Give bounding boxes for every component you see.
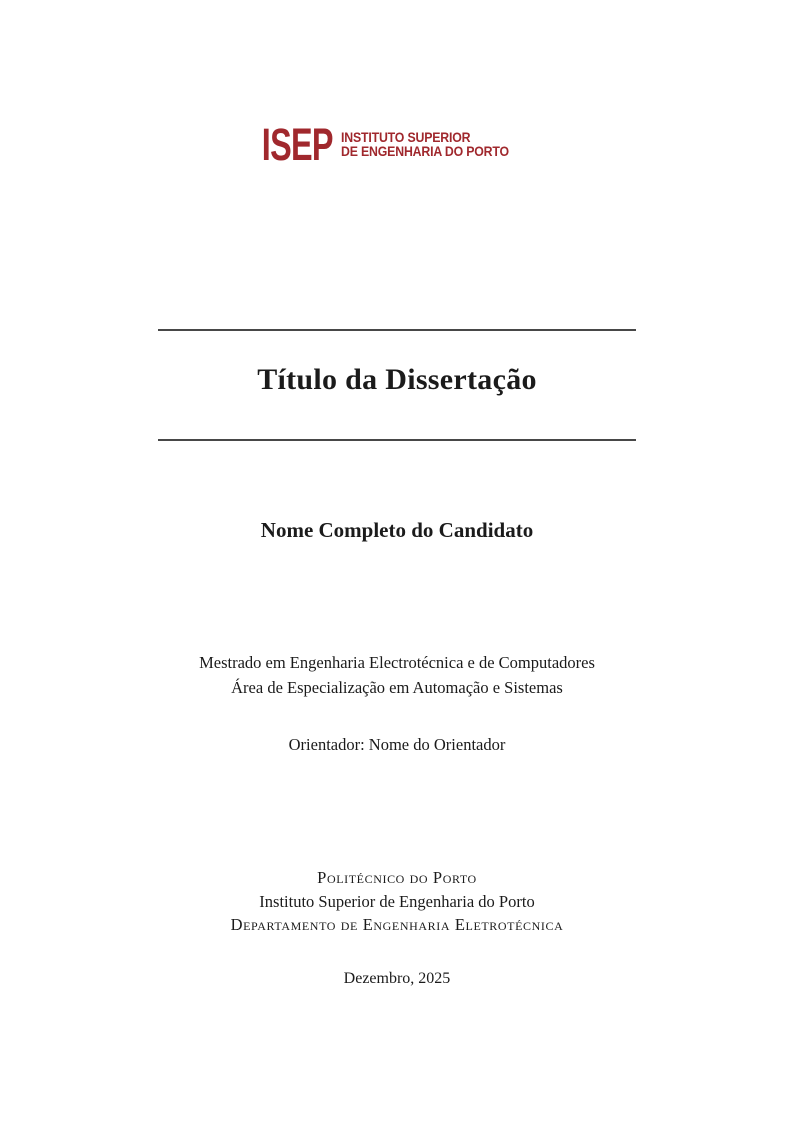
isep-logo-acronym: ISEP: [261, 118, 333, 170]
isep-logo-line1: INSTITUTO SUPERIOR: [341, 128, 471, 145]
title-rule-top: [158, 329, 636, 331]
title-rule-bottom: [158, 439, 636, 441]
isep-logo-wordmark: [341, 130, 532, 159]
isep-logo-line2: DE ENGENHARIA DO PORTO: [341, 143, 510, 159]
date-line: Dezembro, 2025: [343, 970, 451, 987]
dissertation-title: Título da Dissertação: [257, 363, 537, 396]
degree-program: Mestrado em Engenharia Electrotécnica e de Computadores: [199, 653, 595, 672]
isep-logo: [0, 118, 794, 170]
advisor-line: Orientador: Nome do Orientador: [288, 735, 506, 754]
institution-block: [0, 866, 794, 937]
institution-department: Departamento de Engenharia Eletrotécnica: [230, 915, 564, 934]
institution-polytechnic: Politécnico do Porto: [317, 868, 477, 887]
degree-specialization: Área de Especialização em Automação e Sistemas: [231, 678, 563, 697]
degree-block: [0, 650, 794, 700]
candidate-name: Nome Completo do Candidato: [260, 518, 534, 542]
institution-school: Instituto Superior de Engenharia do Porto: [259, 891, 535, 911]
